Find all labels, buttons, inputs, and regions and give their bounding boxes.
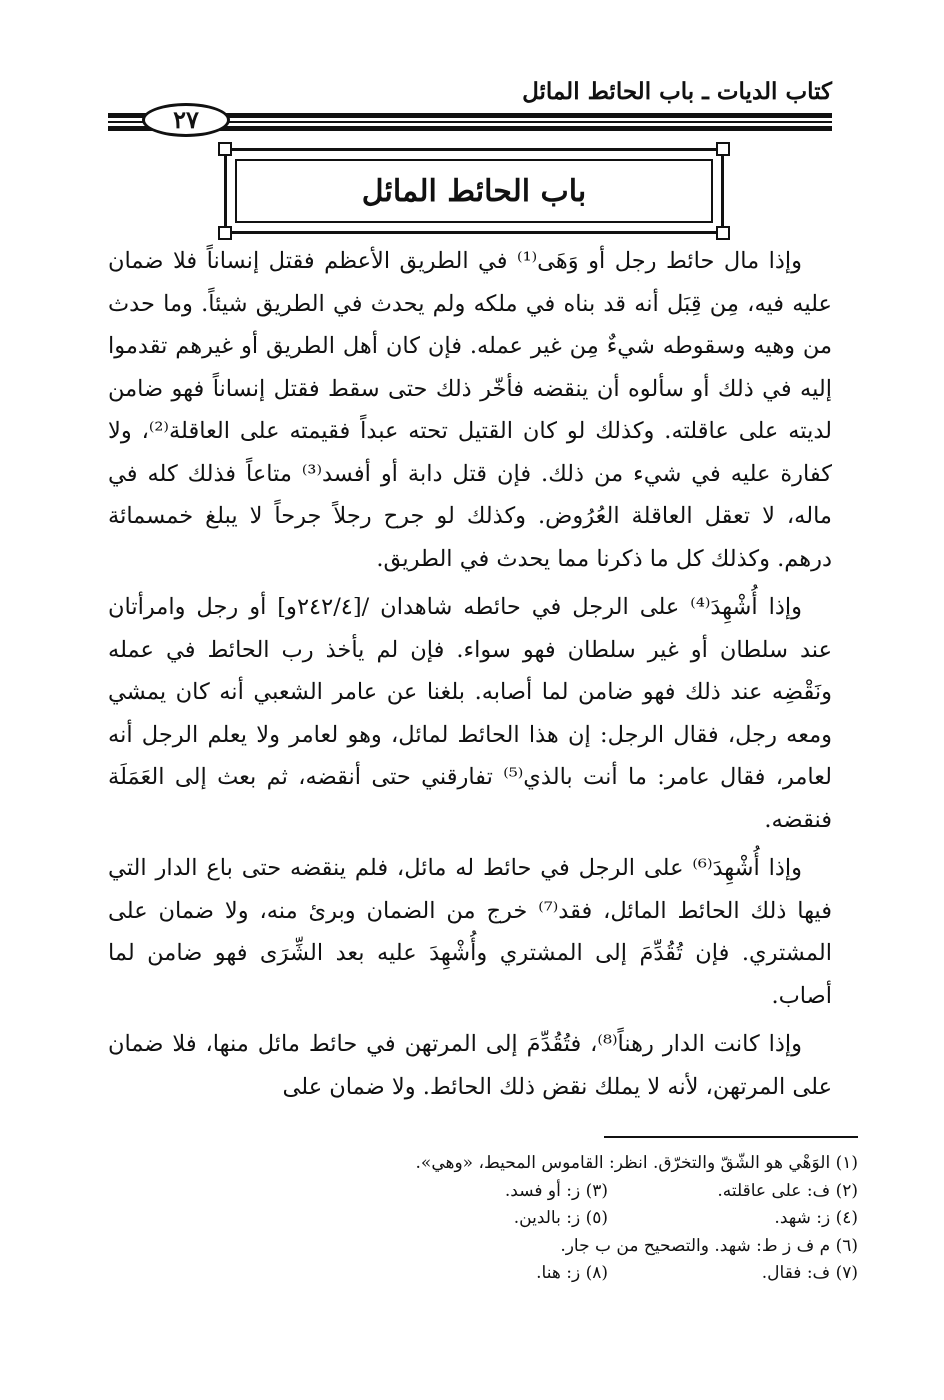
page-number: ٢٧ (142, 103, 230, 137)
footnote: (٦) م ف ز ط: شهد. والتصحيح من ب جار. (560, 1235, 858, 1256)
frame-corner-ornament (218, 226, 232, 240)
chapter-title-frame (224, 148, 724, 234)
running-head: كتاب الديات ـ باب الحائط المائل (522, 78, 832, 105)
footnote-line (108, 1233, 858, 1261)
footnote: (٤) ز: شهد. (774, 1208, 858, 1228)
footnote: (٥) ز: بالدين. (513, 1208, 608, 1228)
footnote-line (108, 1260, 858, 1288)
paragraph: وإذا مال حائط رجل أو وَهَى⁽¹⁾ في الطريق الأعظم فقتل إنساناً فلا ضمان عليه فيه، مِن قِبَل أنه قد بناه في ملكه ولم يحدث في الطريق شيئاً. وما حدث من وهيه وسقوطه شيءٌ مِن غير عمله. فإن كان أهل الطريق أو غيرهم تقدموا إليه في ذلك أو سألوه أن ينقضه فأخّر ذلك حتى سقط فقتل إنساناً فهو ضامن لديته على عاقلته. وكذلك لو كان القتيل تحته عبداً فقيمته على العاقلة⁽²⁾، ولا كفارة عليه في شيء من ذلك. فإن قتل دابة أو أفسد⁽³⁾ متاعاً فذلك كله في ماله، لا تعقل العاقلة العُرُوض. وكذلك لو جرح رجلاً جرحاً لا يبلغ خمسمائة درهم. وكذلك كل ما ذكرنا مما يحدث في الطريق. (108, 248, 832, 572)
paragraph: وإذا أُشْهِدَ⁽⁶⁾ على الرجل في حائط له مائل، فلم ينقضه حتى باع الدار التي فيها ذلك الحائط المائل، فقد⁽⁷⁾ خرج من الضمان وبرئ منه، ولا ضمان على المشتري. فإن تُقُدِّمَ إلى المشتري وأُشْهِدَ عليه بعد الشِّرَى فهو ضامن لما أصاب. (108, 855, 832, 1009)
footnote: (٧) ف: فقال. (761, 1263, 858, 1283)
footnote: (٨) ز: هنا. (536, 1263, 608, 1283)
footnote: (٢) ف: على عاقلته. (717, 1180, 858, 1201)
footnote-line (108, 1205, 858, 1233)
chapter-title: باب الحائط المائل (361, 173, 587, 209)
footnote: (٣) ز: أو فسد. (504, 1180, 608, 1201)
body-text (108, 240, 832, 1108)
footnotes (108, 1150, 858, 1288)
footnote-separator (604, 1136, 858, 1138)
footnote-line (108, 1178, 858, 1206)
footnote: (١) الوَهْي هو الشّقّ والتخرّق. انظر: القاموس المحيط، «وهي». (415, 1153, 858, 1173)
chapter-title-inner-frame (235, 159, 713, 223)
paragraph: وإذا كانت الدار رهناً⁽⁸⁾، فتُقُدِّمَ إلى المرتهن في حائط مائل منها، فلا ضمان على المرتهن، لأنه لا يملك نقض ذلك الحائط. ولا ضمان على (108, 1031, 832, 1100)
footnote-line (108, 1150, 858, 1178)
paragraph: وإذا أُشْهِدَ⁽⁴⁾ على الرجل في حائطه شاهدان /[٢٤٢/٤و] أو رجل وامرأتان عند سلطان أو غير سلطان فهو سواء. فإن لم يأخذ رب الحائط في عمله ونَقْضِه عند ذلك فهو ضامن لما أصابه. بلغنا عن عامر الشعبي أنه كان يمشي ومعه رجل، فقال الرجل: إن هذا الحائط لمائل، وهو لعامر ولا يعلم الرجل أنه لعامر، فقال عامر: ما أنت بالذي⁽⁵⁾ تفارقني حتى أنقضه، ثم بعث إلى العَمَلَة فنقضه. (108, 594, 832, 833)
frame-corner-ornament (716, 226, 730, 240)
frame-corner-ornament (218, 142, 232, 156)
frame-corner-ornament (716, 142, 730, 156)
